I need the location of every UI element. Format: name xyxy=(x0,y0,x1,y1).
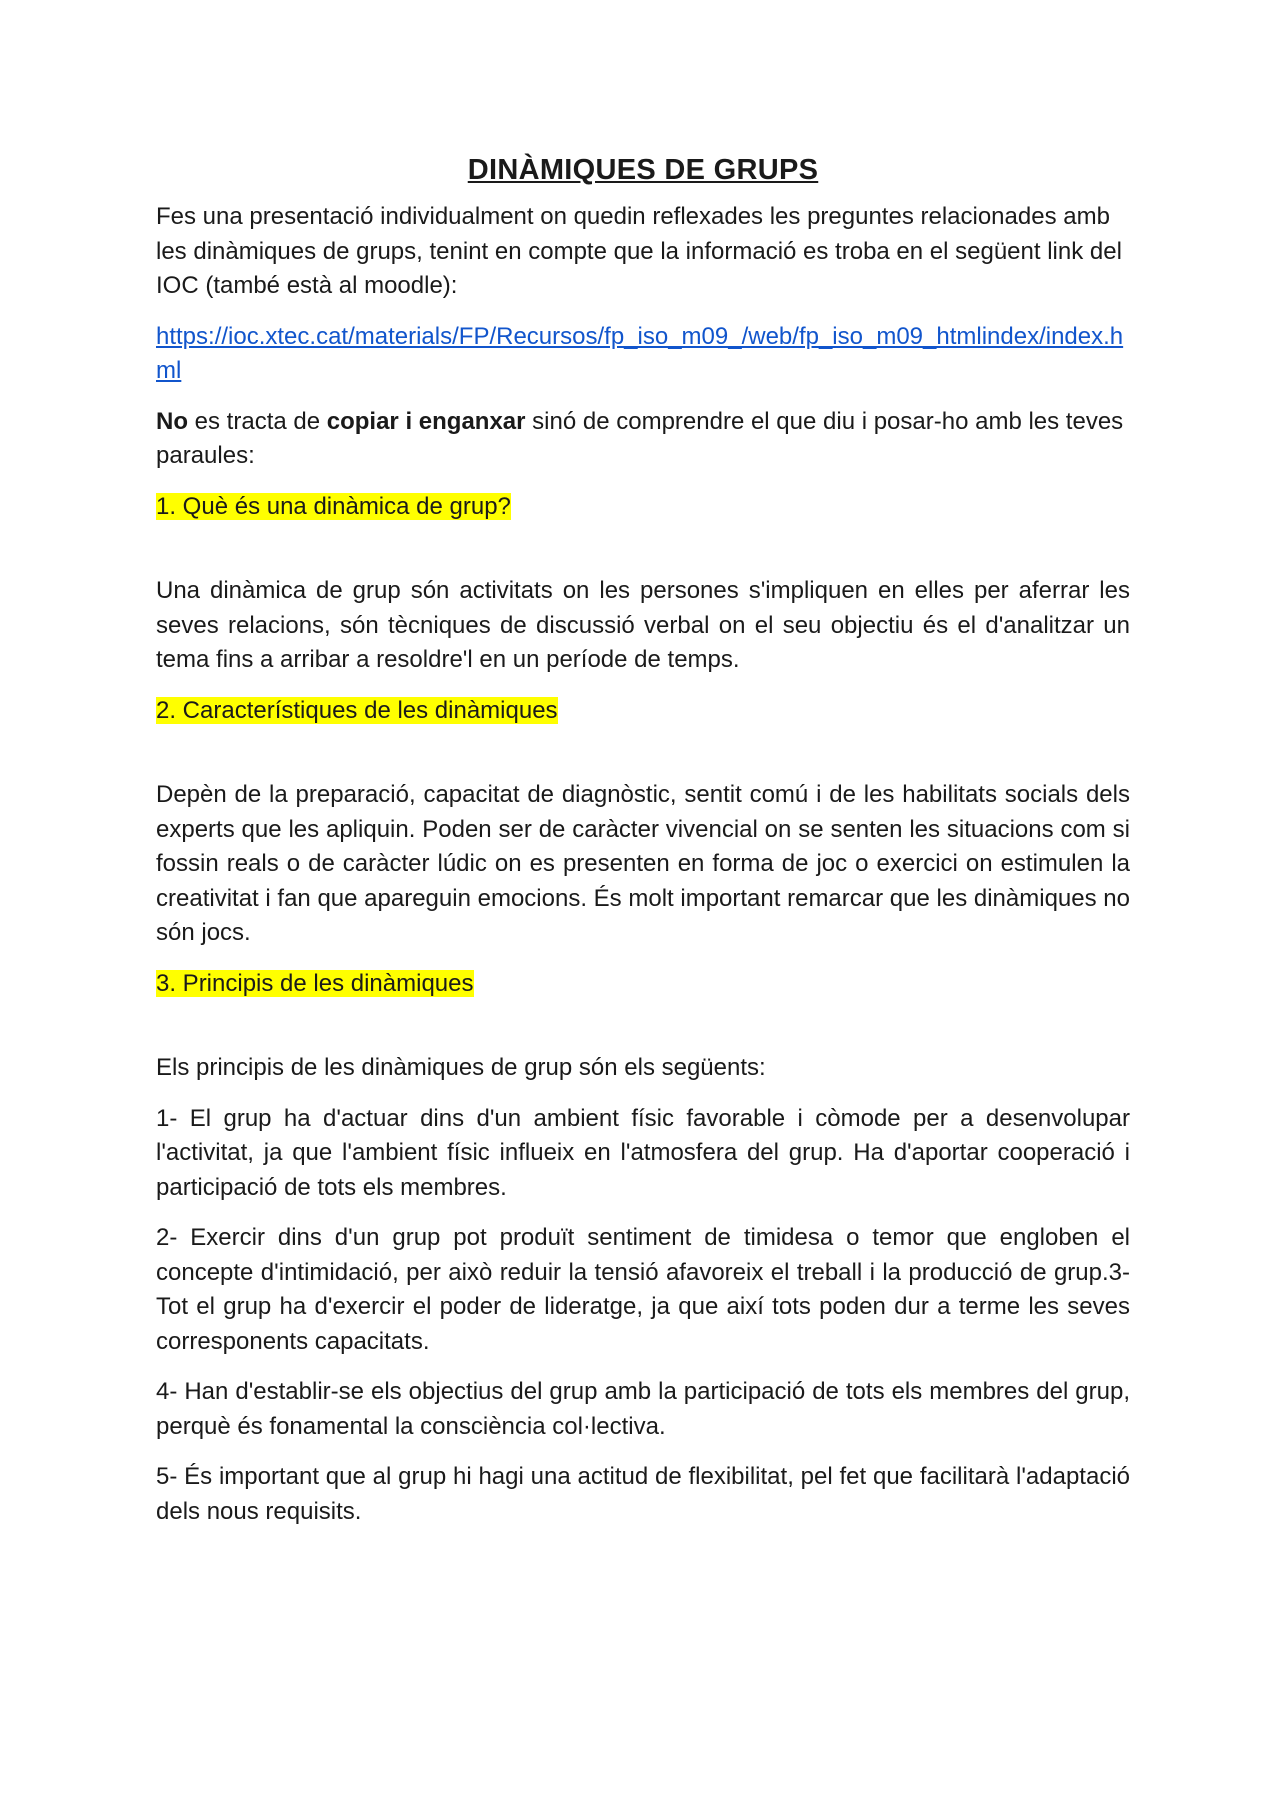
principle-2-3: 2- Exercir dins d'un grup pot produït sentiment de timidesa o temor que engloben el concepte d'intimidació, per això reduir la tensió afavoreix el treball i la producció de grup.3- Tot el grup ha d'exercir el poder de lideratge, ja que així tots poden dur a terme les seves corresponents capacitats. xyxy=(156,1224,1130,1355)
section-1-paragraph: Una dinàmica de grup són activitats on les persones s'impliquen en elles per aferrar les seves relacions, són tècniques de discussió verbal on el seu objectiu és el d'analitzar un tema fins a arribar a resoldre'l en un període de temps. xyxy=(156,577,1130,673)
document-page xyxy=(156,150,1130,1545)
principle-5: 5- És important que al grup hi hagi una actitud de flexibilitat, pel fet que facilitarà l'adaptació dels nous requisits. xyxy=(156,1463,1130,1525)
instruction-paragraph xyxy=(156,405,1130,474)
section-3-heading xyxy=(156,967,1130,1002)
instruction-text-2: sinó de comprendre el que diu i posar-ho amb les teves paraules: xyxy=(156,407,1124,469)
section-2-paragraph: Depèn de la preparació, capacitat de diagnòstic, sentit comú i de les habilitats socials dels experts que les apliquin. Poden ser de caràcter vivencial on se senten les situacions com si fossin reals o de caràcter lúdic on es presenten en forma de joc o exercici on estimulen la creativitat i fan que apareguin emocions. És molt important remarcar que les dinàmiques no són jocs. xyxy=(156,781,1130,946)
instruction-bold-no: No xyxy=(156,407,188,435)
principle-4: 4- Han d'establir-se els objectius del grup amb la participació de tots els membres del grup, perquè és fonamental la consciència col·lectiva. xyxy=(156,1378,1130,1440)
section-1-heading xyxy=(156,490,1130,525)
ioc-link[interactable]: https://ioc.xtec.cat/materials/FP/Recursos/fp_iso_m09_/web/fp_iso_m09_htmlindex/index.h ml xyxy=(156,322,1124,384)
principle-1: 1- El grup ha d'actuar dins d'un ambient físic favorable i còmode per a desenvolupar l'activitat, ja que l'ambient físic influeix en l'atmosfera del grup. Ha d'aportar cooperació i participació de tots els membres. xyxy=(156,1104,1130,1201)
section-3-intro: Els principis de les dinàmiques de grup són els següents: xyxy=(156,1054,766,1081)
ioc-link-paragraph xyxy=(156,320,1130,389)
instruction-text-1: es tracta de xyxy=(188,407,327,435)
section-heading: 1. Què és una dinàmica de grup? xyxy=(156,492,511,520)
instruction-bold-copy: copiar i enganxar xyxy=(326,407,526,435)
section-heading: 3. Principis de les dinàmiques xyxy=(156,969,474,997)
intro-paragraph: Fes una presentació individualment on quedin reflexades les preguntes relacionades amb les dinàmiques de grups, tenint en compte que la informació es troba en el següent link del IOC (també està al moodle): xyxy=(156,203,1122,299)
page-title: DINÀMIQUES DE GRUPS xyxy=(467,154,819,186)
section-heading: 2. Característiques de les dinàmiques xyxy=(156,696,558,724)
section-2-heading xyxy=(156,694,1130,729)
